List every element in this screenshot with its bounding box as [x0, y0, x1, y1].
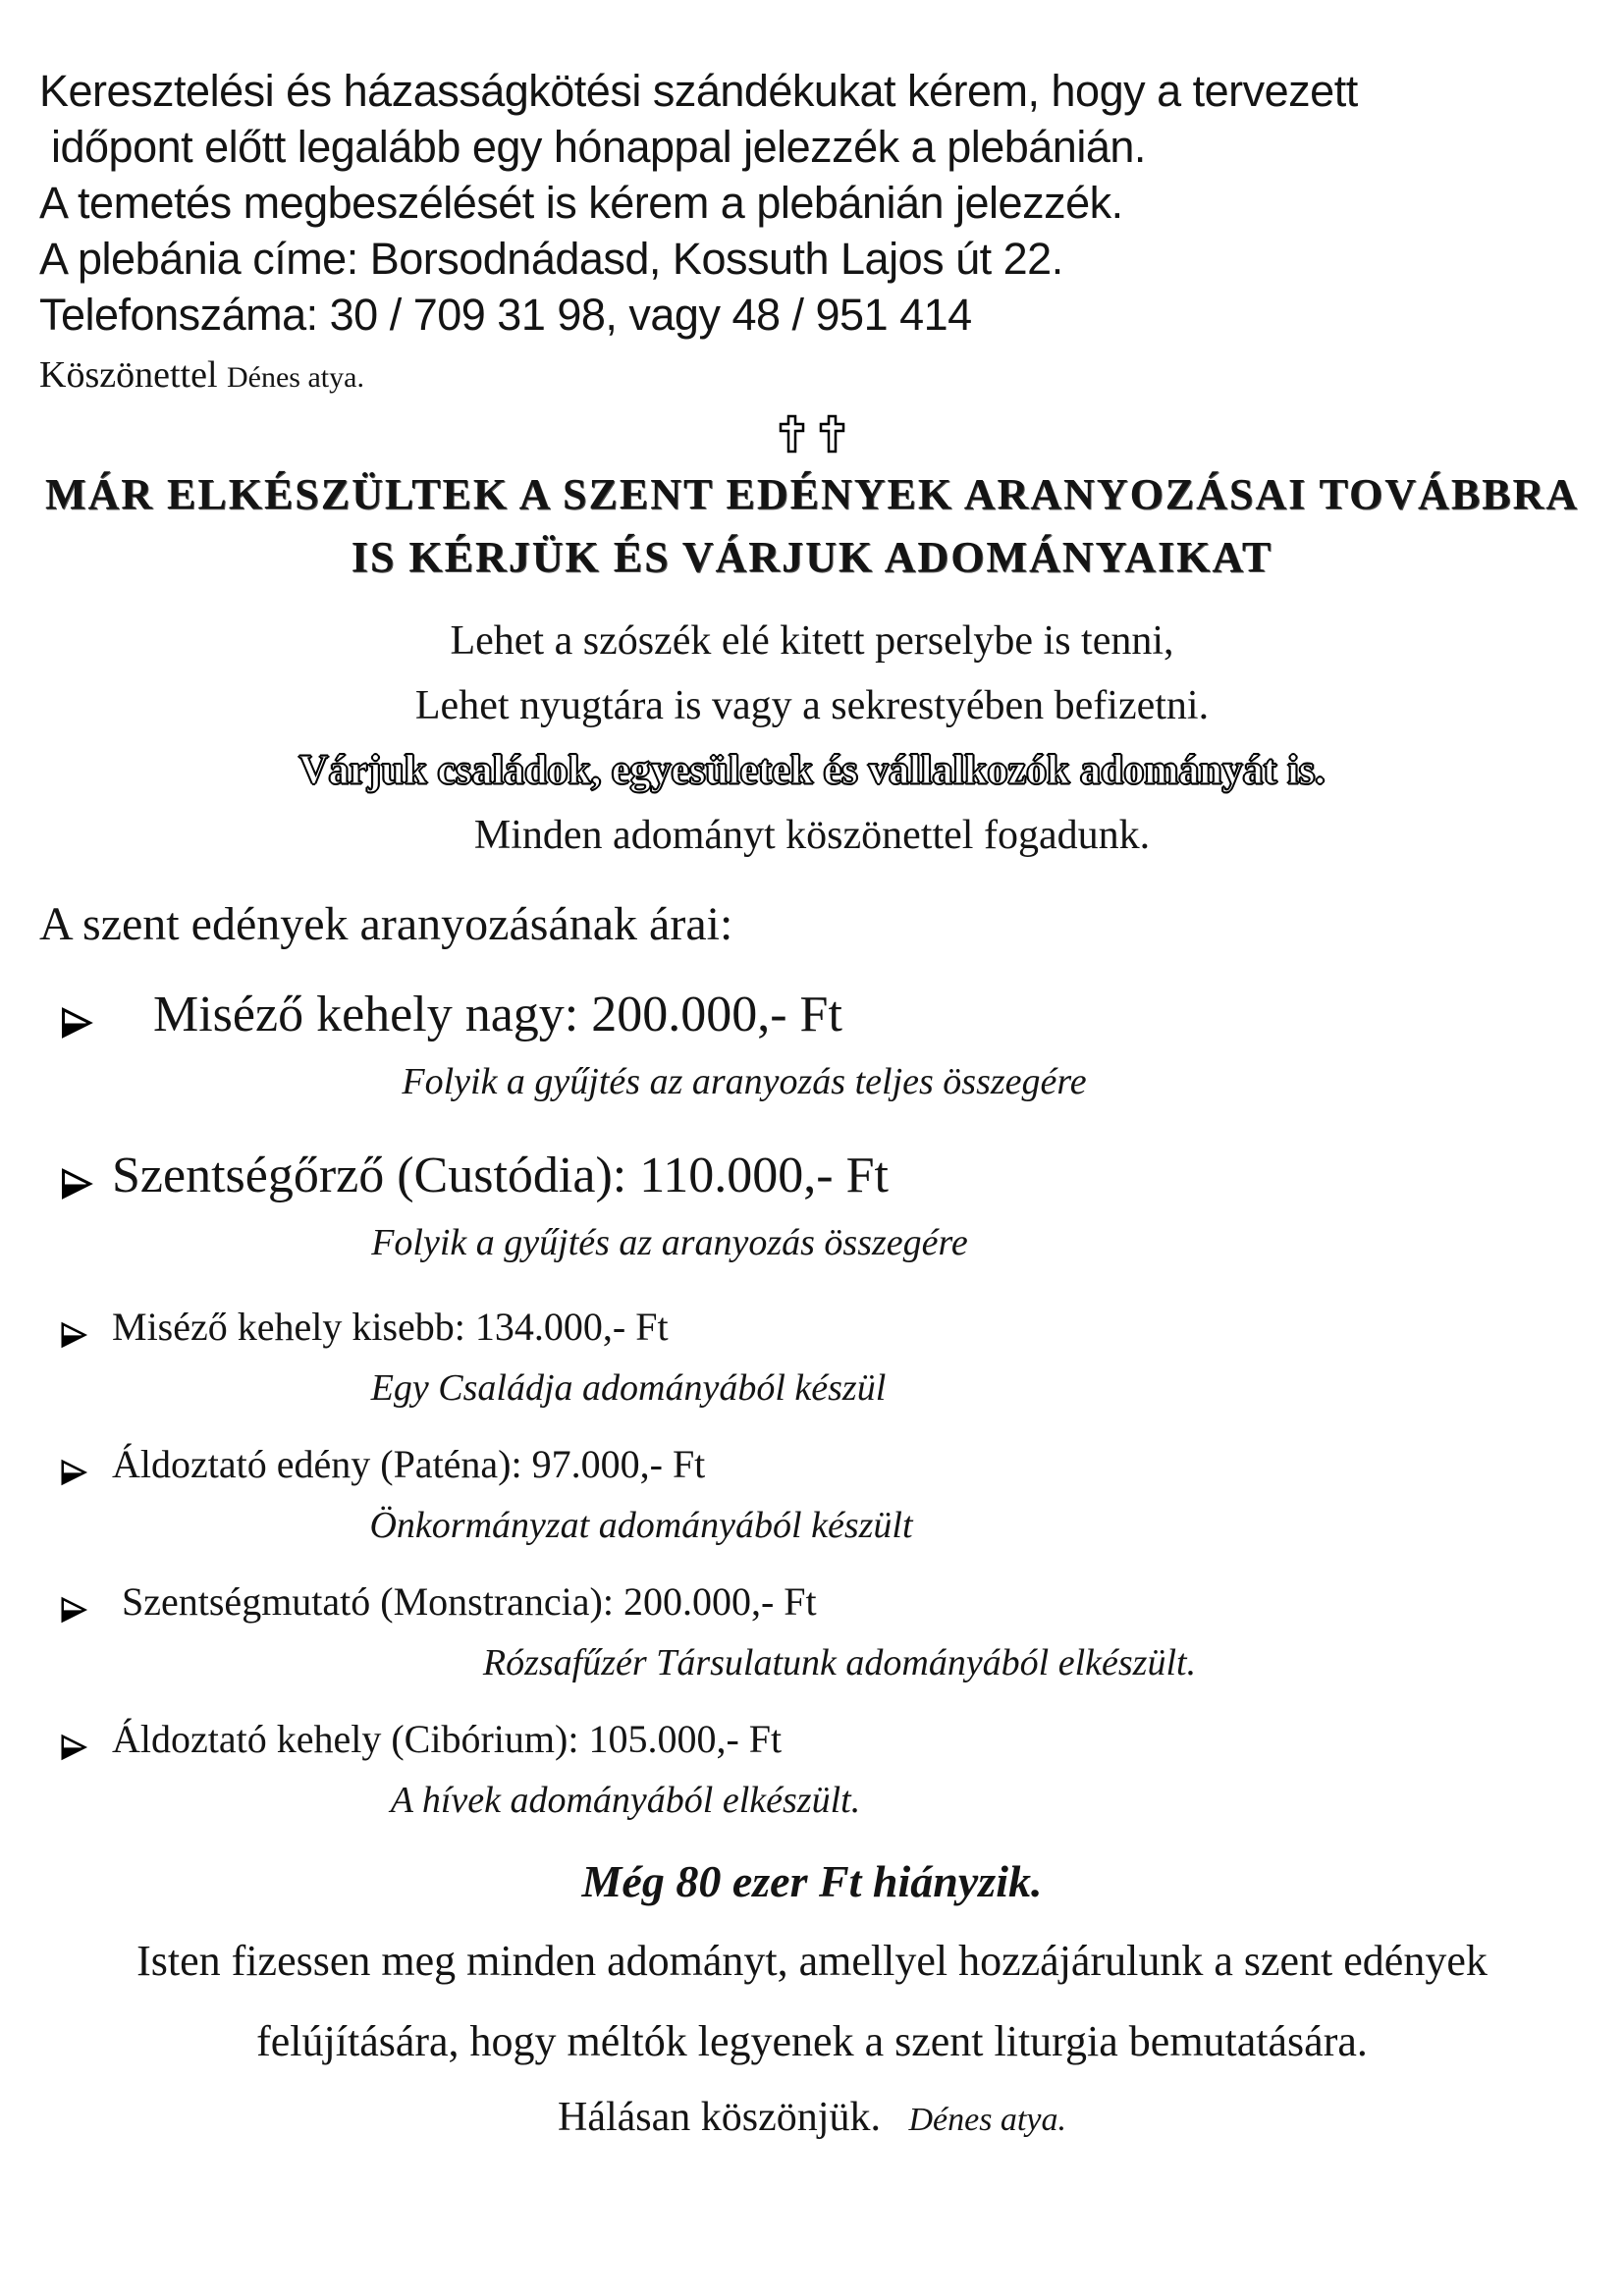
intro-paragraph — [39, 63, 1585, 343]
missing-amount: Még 80 ezer Ft hiányzik. — [581, 1856, 1043, 1906]
price-item — [59, 1302, 1585, 1362]
closing-line: Isten fizessen meg minden adományt, amellyel hozzájárulunk a szent edények — [136, 1937, 1488, 1985]
price-list — [39, 984, 1585, 1824]
arrowhead-right-icon — [59, 1586, 88, 1637]
closing-line: felújítására, hogy méltók legyenek a szent liturgia bemutatására. — [256, 2017, 1368, 2065]
signature-text: Dénes atya. — [227, 361, 364, 394]
price-item — [59, 1439, 1585, 1500]
price-list-heading: A szent edények aranyozásának árai: — [39, 898, 733, 950]
intro-line: A temetés megbeszélését is kérem a plebánián jelezzék. — [39, 178, 1123, 228]
price-item-note: A hívek adományából elkészült. — [390, 1780, 861, 1821]
price-item-label: Szentségőrző (Custódia): 110.000,- Ft — [112, 1148, 889, 1203]
announcement-body — [39, 609, 1585, 868]
price-item — [59, 1714, 1585, 1775]
intro-line: Keresztelési és házasságkötési szándékukat kérem, hogy a tervezett — [39, 66, 1358, 116]
latin-cross-icon — [779, 414, 805, 454]
price-item-note: Rózsafűzér Társulatunk adományából elkészült. — [482, 1642, 1197, 1683]
parish-address: A plebánia címe: Borsodnádasd, Kossuth Lajos út 22. — [39, 234, 1063, 284]
announcement-line: Lehet a szószék elé kitett perselybe is tenni, — [450, 618, 1174, 664]
announcement-line: Minden adományt köszönettel fogadunk. — [473, 813, 1151, 858]
price-item — [59, 984, 1585, 1056]
arrowhead-right-icon — [59, 1449, 88, 1500]
arrowhead-right-icon — [59, 1154, 94, 1217]
price-item-note: Egy Családja adományából készül — [370, 1367, 887, 1409]
price-item-label: Szentségmutató (Monstrancia): 200.000,- Ft — [122, 1579, 817, 1624]
announcement-title — [39, 463, 1585, 589]
price-item-note: Önkormányzat adományából készült — [369, 1505, 913, 1546]
thanks-text: Köszönettel — [39, 354, 218, 396]
final-thanks-text: Hálásan köszönjük. — [558, 2095, 881, 2140]
parish-phone: Telefonszáma: 30 / 709 31 98, vagy 48 / 951 414 — [39, 290, 972, 340]
signature-text: Dénes atya. — [908, 2102, 1066, 2138]
intro-thanks — [39, 347, 1585, 406]
announcement-line: Lehet nyugtára is vagy a sekrestyében befizetni. — [414, 683, 1210, 728]
arrowhead-right-icon — [59, 1724, 88, 1775]
price-item-label: Miséző kehely kisebb: 134.000,- Ft — [112, 1305, 669, 1349]
price-item-note: Folyik a gyűjtés az aranyozás összegére — [371, 1222, 968, 1263]
arrowhead-right-icon — [59, 993, 94, 1056]
announcement-line-engraved: Várjuk családok, egyesületek és vállalkozók adományát is. — [298, 748, 1326, 793]
announcement-title-line2: IS KÉRJÜK ÉS VÁRJUK ADOMÁNYAIKAT — [351, 533, 1273, 581]
price-item-label: Miséző kehely nagy: 200.000,- Ft — [153, 987, 842, 1042]
final-thanks — [39, 2091, 1585, 2147]
announcement-title-line1: MÁR ELKÉSZÜLTEK A SZENT EDÉNYEK ARANYOZÁSAI TOVÁBBRA — [44, 470, 1580, 518]
price-item — [59, 1576, 1585, 1637]
arrowhead-right-icon — [59, 1311, 88, 1362]
latin-cross-icon — [819, 414, 845, 454]
intro-line: időpont előtt legalább egy hónappal jelezzék a plebánián. — [51, 122, 1146, 172]
price-item-note: Folyik a gyűjtés az aranyozás teljes összegére — [402, 1061, 1087, 1102]
price-item-label: Áldoztató kehely (Cibórium): 105.000,- Ft — [112, 1717, 783, 1761]
price-item — [59, 1145, 1585, 1217]
cross-divider — [39, 414, 1585, 457]
price-item-label: Áldoztató edény (Paténa): 97.000,- Ft — [112, 1442, 706, 1486]
